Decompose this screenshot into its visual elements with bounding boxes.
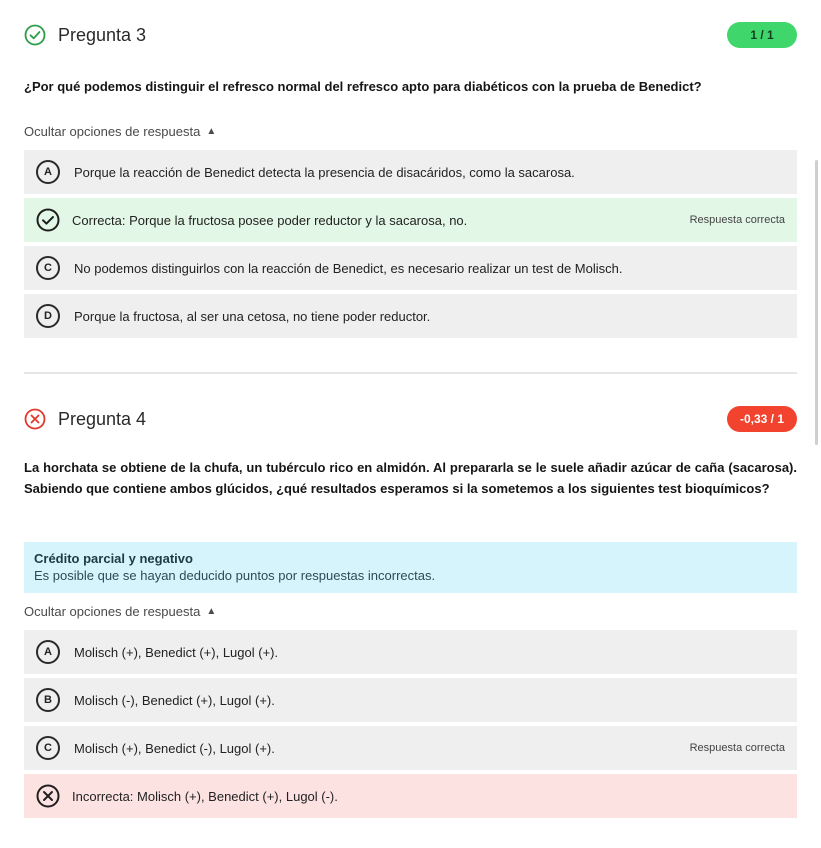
option-text: Molisch (+), Benedict (-), Lugol (+). <box>74 740 275 756</box>
question-text: La horchata se obtiene de la chufa, un tubérculo rico en almidón. Al prepararla se le suele añadir azúcar de caña (sacarosa). Sabiendo que contiene ambos glúcidos, ¿qué resultados esperamos si la sometemos a los siguientes test bioquímicos? <box>24 460 797 496</box>
option-text: Molisch (-), Benedict (+), Lugol (+). <box>74 692 275 708</box>
hide-options-toggle[interactable] <box>24 604 216 619</box>
option-letter: A <box>36 640 60 664</box>
option-letter: A <box>36 160 60 184</box>
option-text: No podemos distinguirlos con la reacción de Benedict, es necesario realizar un test de Molisch. <box>74 260 623 276</box>
info-box <box>24 542 797 593</box>
option-b[interactable] <box>24 678 797 722</box>
question-4 <box>24 405 797 433</box>
correct-answer-tag: Respuesta correcta <box>689 214 785 226</box>
score-badge: -0,33 / 1 <box>727 406 797 432</box>
options-list <box>24 630 797 822</box>
options-list <box>24 150 797 342</box>
option-text: Incorrecta: Molisch (+), Benedict (+), Lugol (-). <box>72 788 338 804</box>
option-letter: C <box>36 736 60 760</box>
hide-options-toggle[interactable] <box>24 124 216 139</box>
toggle-label: Ocultar opciones de respuesta <box>24 124 201 139</box>
check-circle-icon <box>24 24 46 46</box>
option-c[interactable] <box>24 246 797 290</box>
option-a[interactable] <box>24 150 797 194</box>
option-d[interactable] <box>24 774 797 818</box>
toggle-label: Ocultar opciones de respuesta <box>24 604 201 619</box>
option-c[interactable] <box>24 726 797 770</box>
info-text: Es posible que se hayan deducido puntos por respuestas incorrectas. <box>34 568 436 583</box>
option-d[interactable] <box>24 294 797 338</box>
option-text: Molisch (+), Benedict (+), Lugol (+). <box>74 644 279 660</box>
question-text: ¿Por qué podemos distinguir el refresco normal del refresco apto para diabéticos con la prueba de Benedict? <box>24 79 702 94</box>
score-badge: 1 / 1 <box>727 22 797 48</box>
option-text: Porque la fructosa, al ser una cetosa, no tiene poder reductor. <box>74 308 431 324</box>
check-circle-icon <box>36 208 60 232</box>
question-3-header <box>24 21 797 49</box>
option-a[interactable] <box>24 630 797 674</box>
question-3 <box>24 21 797 49</box>
scrollbar[interactable] <box>815 160 818 445</box>
option-text: Correcta: Porque la fructosa posee poder reductor y la sacarosa, no. <box>72 212 468 228</box>
option-text: Porque la reacción de Benedict detecta la presencia de disacáridos, como la sacarosa. <box>74 164 575 180</box>
x-circle-icon <box>36 784 60 808</box>
question-4-header <box>24 405 797 433</box>
info-title: Crédito parcial y negativo <box>34 551 193 566</box>
question-title: Pregunta 3 <box>58 24 147 45</box>
option-letter: C <box>36 256 60 280</box>
option-letter: D <box>36 304 60 328</box>
caret-up-icon: ▲ <box>206 126 217 137</box>
caret-up-icon: ▲ <box>206 606 217 617</box>
x-circle-icon <box>24 408 46 430</box>
section-divider <box>24 372 797 374</box>
correct-answer-tag: Respuesta correcta <box>689 742 785 754</box>
option-letter: B <box>36 688 60 712</box>
question-title: Pregunta 4 <box>58 408 147 429</box>
option-b[interactable] <box>24 198 797 242</box>
